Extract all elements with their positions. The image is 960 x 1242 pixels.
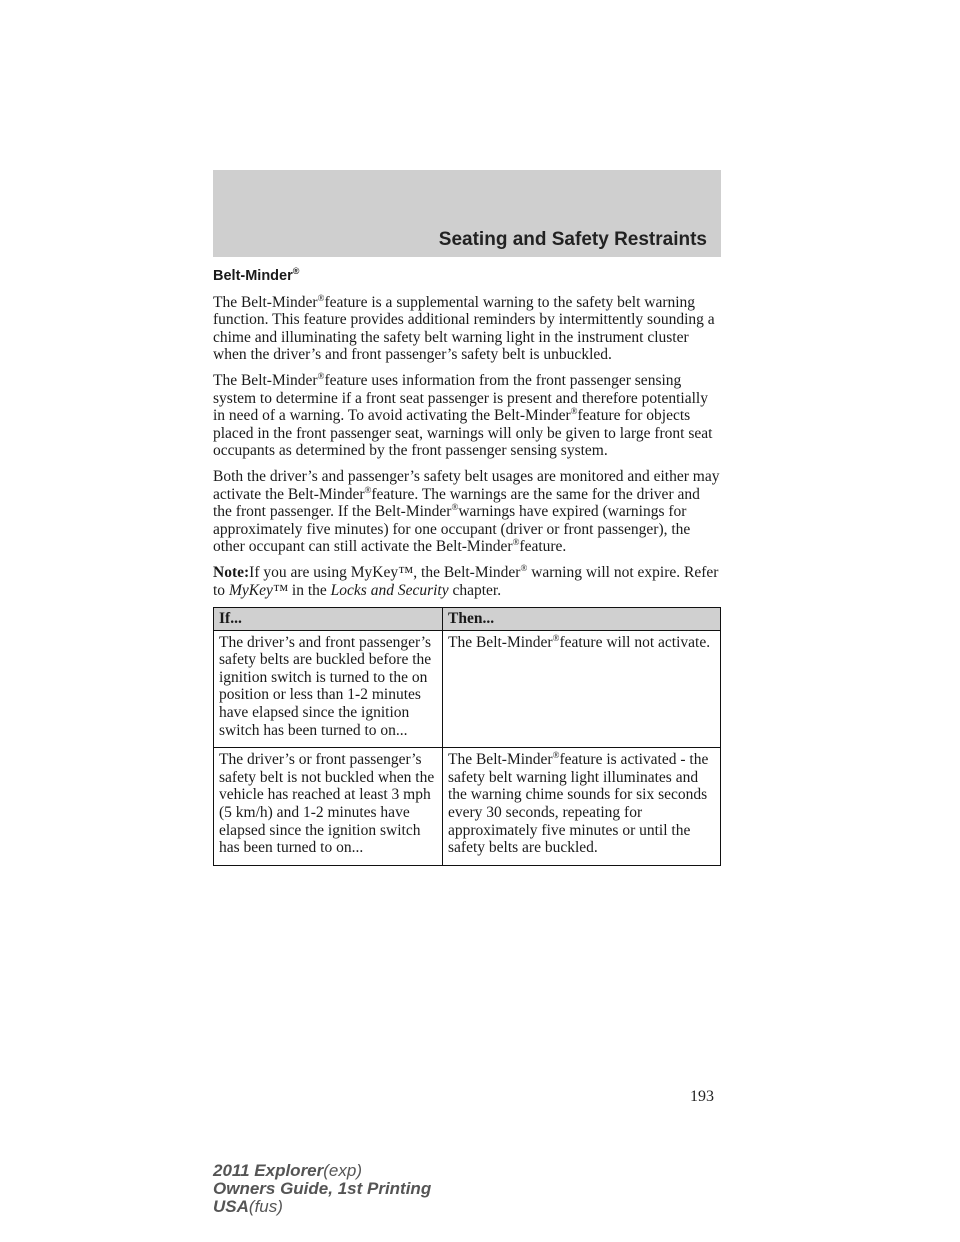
table-row xyxy=(214,630,721,748)
text-run: The Belt-Minder xyxy=(213,293,318,311)
registered-mark: ® xyxy=(451,501,459,512)
text-run: feature for objects placed in the front passenger seat, warnings will only be given to large front seat occupants as determined by the front passenger sensing system. xyxy=(213,407,713,460)
text-run: feature is activated - the safety belt warning light illuminates and the warning chime sounds for six seconds every 30 seconds, repeating for approximately five minutes or until the safety belts are buckled. xyxy=(448,751,709,857)
registered-mark: ® xyxy=(552,632,560,643)
registered-mark: ® xyxy=(364,484,372,495)
registered-mark: ® xyxy=(520,562,528,573)
section-heading-text: Belt-Minder xyxy=(213,268,293,284)
text-run: If you are using MyKey™, the Belt-Minder xyxy=(249,563,521,581)
text-run: feature will not activate. xyxy=(559,633,711,651)
if-then-table xyxy=(213,607,721,866)
text-run: in the xyxy=(291,581,327,599)
text-run: The Belt-Minder xyxy=(213,371,318,389)
table-cell-then xyxy=(443,748,721,866)
footer-line-edition: Owners Guide, 1st Printing xyxy=(213,1179,432,1198)
registered-mark: ® xyxy=(570,406,578,416)
footer-line-market xyxy=(213,1198,431,1216)
text-run: feature. The warnings are the same for the driver and the front passenger. If the Belt-Minder xyxy=(213,485,700,521)
table-cell-then xyxy=(443,630,721,748)
text-run: The Belt-Minder xyxy=(448,751,553,769)
cross-reference-chapter: Locks and Security xyxy=(330,581,449,599)
text-run: feature is a supplemental warning to the safety belt warning function. This feature provides additional reminders by intermittently sounding a chime and illuminating the safety belt warning light in the instrument cluster when the driver’s and front passenger’s safety belt is unbuckled. xyxy=(213,293,715,364)
text-run: feature uses information from the front passenger sensing system to determine if a front seat passenger is present and therefore potentially in need of a warning. To avoid activating the Belt-Minder xyxy=(213,371,708,425)
registered-mark: ® xyxy=(552,750,560,761)
chapter-header-band xyxy=(213,170,721,257)
paragraph-intro xyxy=(213,294,721,364)
registered-mark: ® xyxy=(292,266,300,277)
page-number: 193 xyxy=(690,1088,714,1105)
print-footer xyxy=(213,1162,431,1216)
cross-reference-mykey: MyKey™ xyxy=(228,581,289,599)
registered-mark: ® xyxy=(317,370,325,381)
registered-mark: ® xyxy=(512,537,520,548)
section-heading xyxy=(213,268,721,286)
footer-line-model xyxy=(213,1162,431,1180)
footer-market: USA xyxy=(213,1197,249,1216)
table-cell-if: The driver’s and front passenger’s safety belts are buckled before the ignition switch is turned to the on position or less than 1-2 minutes have elapsed since the ignition switch has been turned to on... xyxy=(214,630,443,748)
text-run: warning will not expire. Refer to xyxy=(213,563,719,599)
footer-model-code: (exp) xyxy=(323,1161,362,1180)
table-header-then: Then... xyxy=(443,608,721,631)
text-run: The Belt-Minder xyxy=(448,633,553,651)
page-content xyxy=(213,268,721,866)
footer-market-code: (fus) xyxy=(248,1197,283,1216)
note-label: Note: xyxy=(213,563,250,581)
table-row xyxy=(214,748,721,866)
chapter-title: Seating and Safety Restraints xyxy=(438,229,707,250)
text-run: warnings have expired (warnings for approximately five minutes) for one occupant (driver or front passenger), the other occupant can still activate the Belt-Minder xyxy=(213,503,691,556)
footer-model: 2011 Explorer xyxy=(213,1161,324,1180)
table-header-if: If... xyxy=(214,608,443,631)
table-cell-if: The driver’s or front passenger’s safety belt is not buckled when the vehicle has reached at least 3 mph (5 km/h) and 1-2 minutes have elapsed since the ignition switch has been turned to on... xyxy=(214,748,443,866)
text-run: Both the driver’s and passenger’s safety belt usages are monitored and either may activate the Belt-Minder xyxy=(213,467,720,503)
paragraph-note xyxy=(213,564,721,599)
text-run: chapter. xyxy=(452,581,502,599)
paragraph-monitoring xyxy=(213,468,721,556)
text-run: feature. xyxy=(519,538,567,556)
registered-mark: ® xyxy=(317,292,325,303)
table-header-row xyxy=(214,608,721,631)
paragraph-sensing xyxy=(213,372,721,460)
